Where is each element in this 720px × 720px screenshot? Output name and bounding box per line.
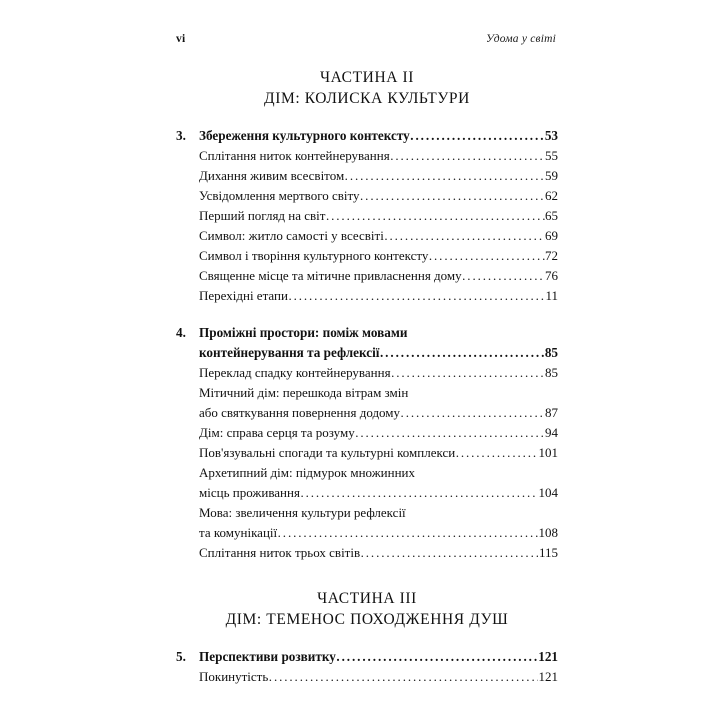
section-entry[interactable] [199,226,558,246]
toc-entry-text: Сплітання ниток контейнерування [199,148,390,163]
toc-line [199,443,558,463]
toc-line [199,383,558,403]
section-entry[interactable] [199,503,558,543]
toc-page-number: 121 [538,669,558,684]
chapter-body [199,323,558,363]
toc-entry-text: Перехідні етапи [199,288,288,303]
section-entry[interactable] [199,463,558,503]
leader-dots [355,423,544,443]
table-of-contents [176,68,558,687]
toc-page-number: 65 [545,208,558,223]
leader-dots [429,246,545,266]
toc-entry-text: Дім: справа серця та розуму [199,425,355,440]
leader-dots [456,443,538,463]
toc-entry-text: Символ і творіння культурного контексту [199,248,429,263]
book-title: Удома у світі [485,33,556,45]
leader-dots [390,146,544,166]
toc-line [199,523,558,543]
toc-entry-text: Перспективи розвитку [199,649,336,664]
toc-entry-text: місць проживання [199,485,300,500]
toc-page-number: 69 [545,228,558,243]
leader-dots [462,266,544,286]
toc-entry-text: Сплітання ниток трьох світів [199,545,361,560]
leader-dots [326,206,545,226]
section-entry[interactable] [199,166,558,186]
toc-entry-text: Збереження культурного контексту [199,128,410,143]
chapter-section-list [199,363,558,563]
leader-dots [384,226,544,246]
leader-dots [336,647,537,667]
toc-entry-text: Мітичний дім: перешкода вітрам змін [199,385,409,400]
toc-entry-text: Пов'язувальні спогади та культурні комплекси [199,445,456,460]
toc-page-number: 11 [545,288,558,303]
part-number: ЧАСТИНА II [319,69,415,86]
section-entry[interactable] [199,186,558,206]
toc-page-number: 62 [545,188,558,203]
toc-page-number: 76 [545,268,558,283]
leader-dots [269,667,538,687]
section-entry[interactable] [199,146,558,166]
leader-dots [278,523,538,543]
toc-page-number: 53 [544,128,558,143]
toc-line [199,483,558,503]
toc-page-number: 121 [538,649,558,664]
toc-page-number: 59 [545,168,558,183]
toc-entry-text: Символ: житло самості у всесвіті [199,228,384,243]
chapter-entry[interactable] [176,647,558,667]
toc-page-number: 85 [545,365,558,380]
leader-dots [401,403,545,423]
chapter-entry[interactable] [176,323,558,363]
toc-page-number: 55 [545,148,558,163]
toc-entry-text: Покинутість [199,669,269,684]
part-heading [176,589,558,630]
toc-entry-text: або святкування повернення додому [199,405,401,420]
leader-dots [380,343,544,363]
toc-page-number: 85 [544,345,558,360]
leader-dots [410,126,544,146]
toc-line [199,647,558,667]
section-entry[interactable] [199,363,558,383]
toc-entry-text: Перший погляд на світ [199,208,326,223]
toc-line [199,323,558,343]
leader-dots [360,186,544,206]
chapter-number: 5. [176,649,186,664]
leader-dots [345,166,545,186]
chapter-body [199,126,558,146]
toc-entry-text: Проміжні простори: поміж мовами [199,325,408,340]
toc-line [199,246,558,266]
toc-entry-text: Усвідомлення мертвого світу [199,188,360,203]
section-entry[interactable] [199,543,558,563]
toc-page-number: 72 [545,248,558,263]
toc-line [199,186,558,206]
toc-entry-text: Архетипний дім: підмурок множинних [199,465,416,480]
chapter-entry[interactable] [176,126,558,146]
section-entry[interactable] [199,206,558,226]
section-entry[interactable] [199,286,558,306]
toc-line [199,403,558,423]
leader-dots [391,363,544,383]
toc-entry-text: Переклад спадку контейнерування [199,365,391,380]
toc-line [199,266,558,286]
leader-dots [288,286,545,306]
toc-line [199,363,558,383]
toc-line [199,423,558,443]
chapter-section-list [199,146,558,306]
toc-page-number: 104 [538,485,558,500]
leader-dots [361,543,539,563]
part-number: ЧАСТИНА III [317,590,417,607]
toc-line [199,667,558,687]
toc-entry-text: Дихання живим всесвітом [199,168,345,183]
toc-line [199,166,558,186]
chapter-section-list [199,667,558,687]
page-folio: vi [176,33,186,45]
chapter-number: 3. [176,128,186,143]
toc-line [199,206,558,226]
running-head [176,33,556,49]
toc-line [199,503,558,523]
toc-line [199,226,558,246]
toc-line [199,286,558,306]
section-entry[interactable] [199,383,558,423]
section-entry[interactable] [199,266,558,286]
section-entry[interactable] [199,423,558,443]
toc-entry-text: та комунікації [199,525,278,540]
toc-page-number: 108 [538,525,558,540]
toc-page-number: 94 [545,425,558,440]
toc-page-number: 115 [538,545,558,560]
toc-line [199,126,558,146]
toc-entry-text: контейнерування та рефлексії [199,345,380,360]
toc-line [199,463,558,483]
toc-line [199,543,558,563]
toc-line [199,146,558,166]
toc-page-number: 87 [545,405,558,420]
part-subtitle: ДІМ: ТЕМЕНОС ПОХОДЖЕННЯ ДУШ [225,611,509,628]
toc-entry-text: Мова: звеличення культури рефлексії [199,505,406,520]
chapter-number: 4. [176,325,186,340]
toc-line [199,343,558,363]
part-heading [176,68,558,109]
chapter-body [199,647,558,667]
leader-dots [300,483,538,503]
part-subtitle: ДІМ: КОЛИСКА КУЛЬТУРИ [264,90,470,107]
section-entry[interactable] [199,246,558,266]
section-entry[interactable] [199,443,558,463]
section-entry[interactable] [199,667,558,687]
toc-entry-text: Священне місце та мітичне привласнення дому [199,268,462,283]
toc-page-number: 101 [538,445,558,460]
